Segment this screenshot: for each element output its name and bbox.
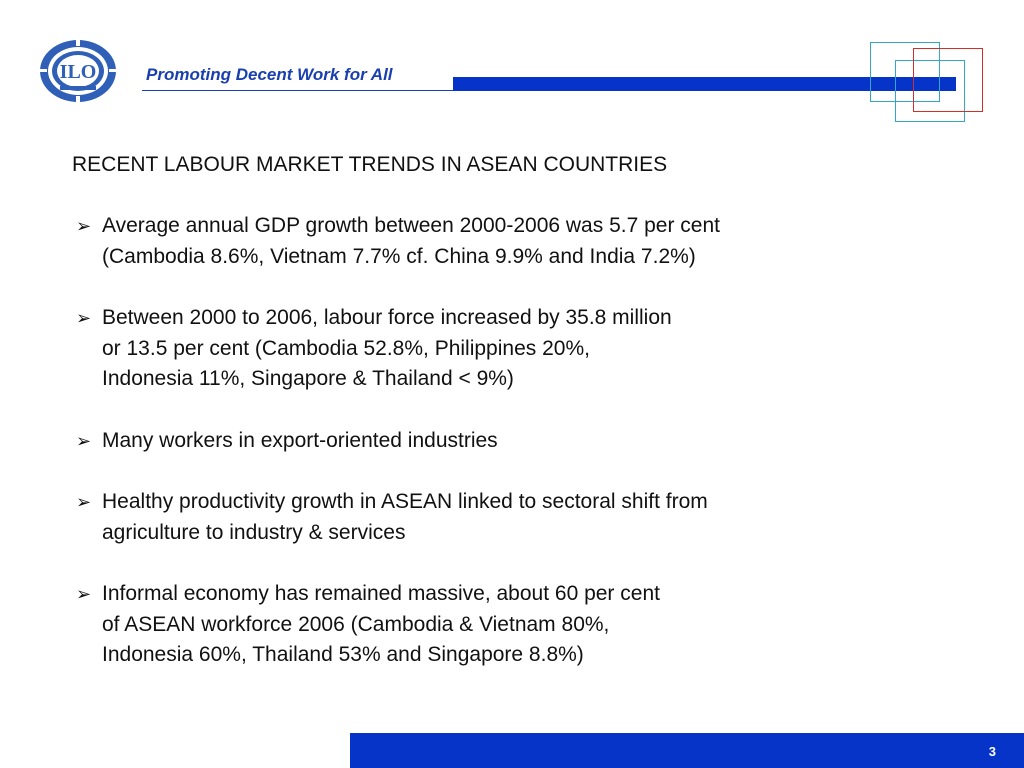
bullet-item [72, 487, 972, 548]
bullet-text-line: Many workers in export-oriented industries [102, 428, 498, 452]
svg-text:ILO: ILO [59, 61, 97, 83]
bullet-item [72, 303, 972, 395]
bullet-text-line: Between 2000 to 2006, labour force increased by 35.8 million [102, 306, 672, 329]
bullet-text-line: or 13.5 per cent (Cambodia 52.8%, Philippines 20%, [102, 336, 590, 360]
bullet-text-line: Average annual GDP growth between 2000-2006 was 5.7 per cent [102, 214, 720, 237]
bullet-text-line: Informal economy has remained massive, about 60 per cent [102, 582, 660, 605]
tagline-underline [142, 90, 454, 91]
bullet-item [72, 211, 972, 272]
page-number: 3 [988, 744, 996, 759]
ilo-logo-icon [38, 38, 118, 104]
bullet-item [72, 579, 972, 671]
arrowhead-bullet-icon: ➢ [76, 308, 92, 328]
bullet-list [72, 211, 972, 671]
bullet-item [72, 426, 972, 457]
bullet-text-line: Indonesia 11%, Singapore & Thailand < 9%) [102, 367, 514, 390]
bullet-text-line: Healthy productivity growth in ASEAN linked to sectoral shift from [102, 490, 708, 513]
arrowhead-bullet-icon: ➢ [76, 584, 92, 604]
bullet-text-line: Indonesia 60%, Thailand 53% and Singapore 8.8%) [102, 643, 584, 666]
bullet-text-line: of ASEAN workforce 2006 (Cambodia & Vietnam 80%, [102, 612, 610, 636]
arrowhead-bullet-icon: ➢ [76, 430, 92, 451]
decorative-frame-red [913, 48, 983, 112]
arrowhead-bullet-icon: ➢ [76, 216, 92, 236]
arrowhead-bullet-icon: ➢ [76, 492, 92, 512]
slide-title: RECENT LABOUR MARKET TRENDS IN ASEAN COUNTRIES [72, 153, 668, 176]
slide-content [72, 150, 972, 702]
header-tagline: Promoting Decent Work for All [146, 65, 393, 84]
bullet-text-line: (Cambodia 8.6%, Vietnam 7.7% cf. China 9.9% and India 7.2%) [102, 244, 696, 268]
bullet-text-line: agriculture to industry & services [102, 520, 406, 544]
footer-bar [350, 733, 1024, 768]
